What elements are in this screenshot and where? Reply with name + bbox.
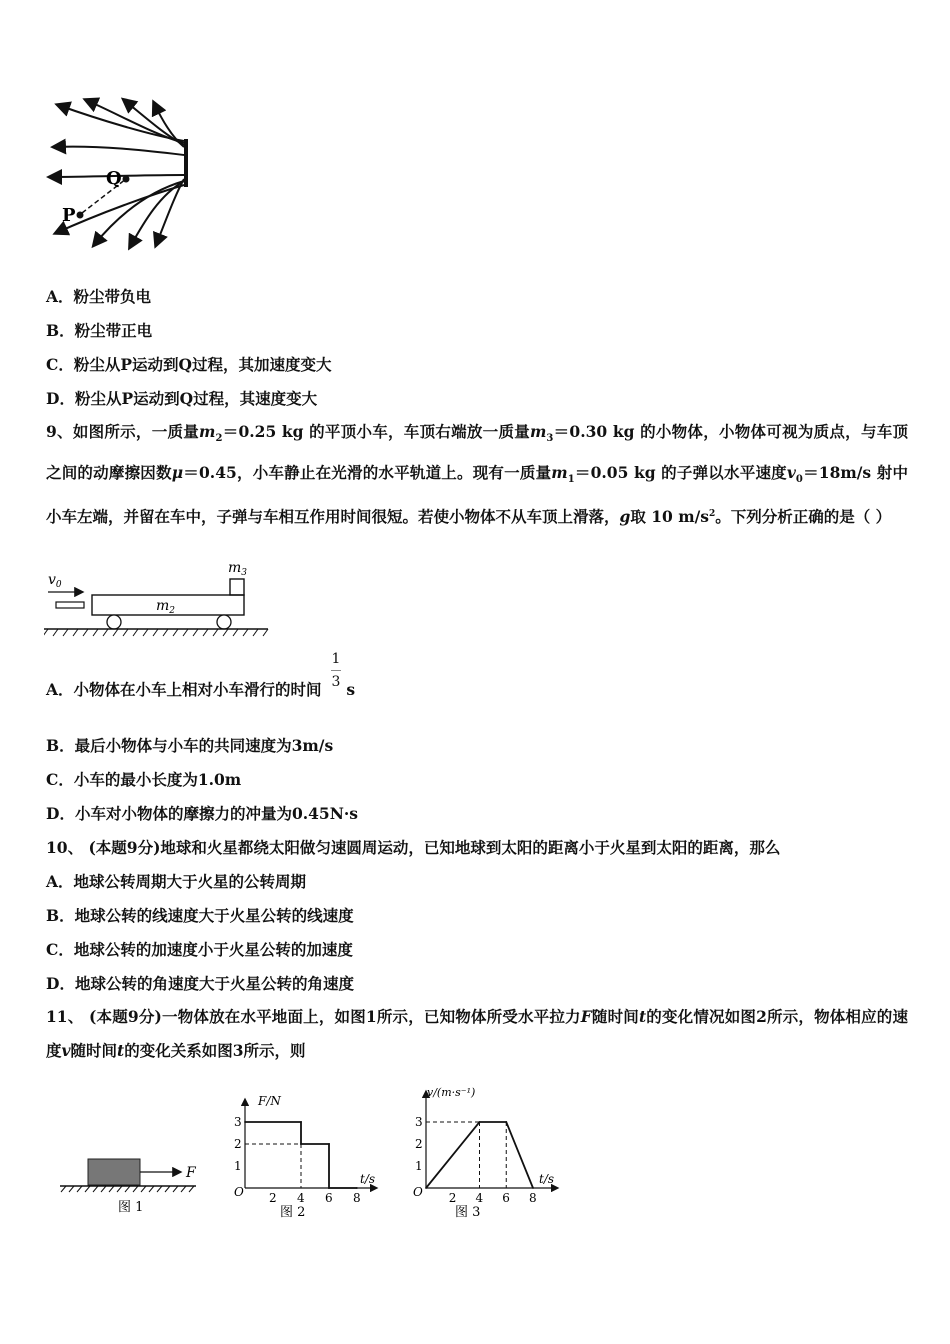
svg-text:v0 — [48, 572, 62, 590]
q10-option-c: C．地球公转的加速度小于火星公转的加速度 — [46, 940, 353, 959]
y-tick-label: 3 — [234, 1115, 242, 1129]
x-axis-label: t/s — [360, 1172, 376, 1186]
label-q: Q — [106, 168, 122, 189]
wheel — [217, 615, 231, 629]
figure-2-caption: 图 2 — [280, 1205, 306, 1220]
figure-1-caption: 图 1 — [118, 1200, 144, 1215]
x-axis-label: t/s — [539, 1172, 555, 1186]
q9-option-c: C．小车的最小长度为1.0m — [46, 770, 242, 789]
x-tick-label: 4 — [475, 1191, 484, 1205]
data-point — [425, 1187, 427, 1189]
label-p: P — [62, 205, 76, 226]
q11-stem: 11、 (本题9分)一物体放在水平地面上，如图1所示，已知物体所受水平拉力F随时间t的变化情况如图2所示，物体相应的速度v随时间t的变化关系如图3所示，则 — [46, 1007, 908, 1060]
data-point — [328, 1187, 330, 1189]
data-point — [479, 1121, 481, 1123]
x-tick-label: 4 — [297, 1191, 305, 1205]
data-point — [328, 1143, 330, 1145]
block-m3 — [230, 579, 244, 595]
data-point — [244, 1121, 246, 1123]
q9-cart-figure — [44, 560, 274, 640]
x-tick-label: 6 — [325, 1191, 333, 1205]
m3-label: m — [228, 560, 242, 576]
svg-text:m2 — [156, 598, 175, 616]
figure-3-caption: 图 3 — [455, 1205, 481, 1220]
wheel — [107, 615, 121, 629]
point-q — [123, 176, 130, 183]
q11-figure-1 — [56, 1145, 216, 1220]
q8-option-d: D．粉尘从P运动到Q过程，其速度变大 — [46, 389, 318, 408]
q9-stem: 9、如图所示，一质量$m_2=0.25$ kg 的平顶小车，车顶右端放一质量$m_3=0.30$ kg 的小物体，小物体可视为质点，与车顶之间的动摩擦因数μ＝0.45，小车静止在光滑的水平轨道上。现有一质量$m_1=0.05$ kg 的子弹以水平速度$v_0=18m/s$ 射中小车左端，并留在车中，子弹与车相互作用时间很短。若使小物体不从车顶上滑落，g取 10 $m/s^2$。下列分析正确的是（ ） — [46, 422, 908, 527]
q8-option-c: C．粉尘从P运动到Q过程，其加速度变大 — [46, 355, 332, 374]
ground-hatch — [44, 629, 268, 636]
y-axis-label: v/(m·s⁻¹) — [427, 1086, 476, 1099]
x-tick-label: 6 — [502, 1191, 510, 1205]
x-tick-label: 2 — [448, 1191, 457, 1205]
q10-stem: 10、 (本题9分)地球和火星都绕太阳做匀速圆周运动，已知地球到太阳的距离小于火星到太阳的距离，那么 — [46, 838, 781, 857]
y-tick-label: 2 — [415, 1137, 423, 1151]
q9-option-d: D．小车对小物体的摩擦力的冲量为0.45N·s — [46, 804, 358, 823]
q8-option-b: B．粉尘带正电 — [46, 321, 153, 340]
q10-option-a: A．地球公转周期大于火星的公转周期 — [46, 872, 307, 891]
v0-label: v — [48, 572, 56, 588]
q9-option-a — [46, 650, 355, 710]
m2-label: m — [156, 598, 170, 614]
y-tick-label: 2 — [234, 1137, 242, 1151]
data-point — [300, 1121, 302, 1123]
y-tick-label: 1 — [234, 1159, 242, 1173]
q10-option-d: D．地球公转的角速度大于火星公转的角速度 — [46, 974, 354, 993]
q9-option-a-unit: s — [346, 680, 356, 699]
data-point — [300, 1143, 302, 1145]
v0-sub: 0 — [55, 580, 62, 590]
fraction-bar — [331, 670, 341, 671]
data-point — [505, 1121, 507, 1123]
x-tick-label: 2 — [269, 1191, 277, 1205]
bullet — [56, 602, 84, 608]
y-axis-label: F/N — [258, 1094, 281, 1108]
x-tick-label: 8 — [353, 1191, 361, 1205]
y-tick-label: 1 — [415, 1159, 423, 1173]
data-point — [356, 1187, 358, 1189]
force-label: F — [186, 1165, 196, 1181]
svg-text:m3 — [228, 560, 247, 578]
m3-sub: 3 — [241, 568, 248, 578]
point-p — [77, 212, 84, 219]
block — [88, 1159, 140, 1185]
field-line-figure — [40, 95, 200, 260]
fraction-den: 3 — [331, 674, 341, 690]
origin-label: O — [413, 1185, 423, 1199]
q11-figure-3-chart — [405, 1080, 575, 1225]
field-line — [54, 147, 184, 155]
m2-sub: 2 — [169, 606, 176, 616]
q10-option-b: B．地球公转的线速度大于火星公转的线速度 — [46, 906, 354, 925]
q8-option-a: A．粉尘带负电 — [46, 287, 152, 306]
ground-hatch — [61, 1186, 194, 1192]
fraction — [331, 650, 341, 691]
q9-option-a-text: A．小物体在小车上相对小车滑行的时间 — [46, 680, 322, 699]
q9-option-b: B．最后小物体与小车的共同速度为3m/s — [46, 736, 334, 755]
fraction-num: 1 — [331, 651, 341, 667]
data-point — [532, 1187, 534, 1189]
origin-label: O — [234, 1185, 244, 1199]
q11-figure-2-chart — [228, 1090, 388, 1225]
x-tick-label: 8 — [529, 1191, 537, 1205]
y-tick-label: 3 — [415, 1115, 423, 1129]
